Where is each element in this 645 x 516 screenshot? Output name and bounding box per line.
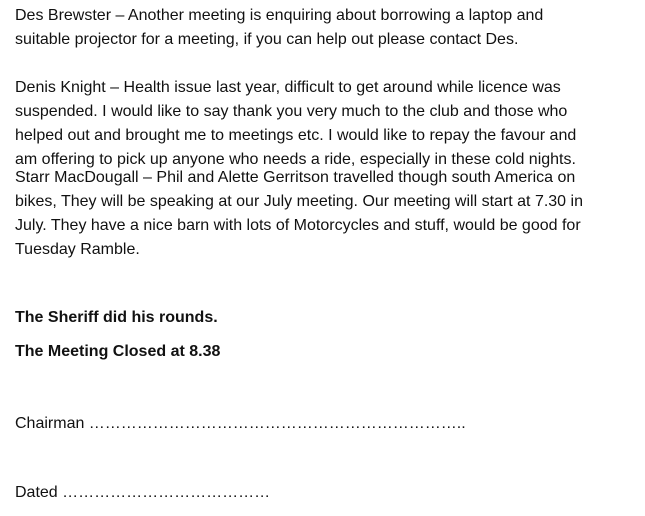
minutes-page bbox=[15, 0, 641, 516]
paragraph-line: July. They have a nice barn with lots of Motorcycles and stuff, would be good for bbox=[15, 217, 581, 234]
paragraph-line: helped out and brought me to meetings etc. I would like to repay the favour and bbox=[15, 127, 577, 144]
paragraph-denis-knight bbox=[15, 76, 576, 172]
paragraph-line: Tuesday Ramble. bbox=[15, 241, 140, 258]
paragraph-line: suspended. I would like to say thank you very much to the club and those who bbox=[15, 103, 568, 120]
sheriff-statement: The Sheriff did his rounds. bbox=[15, 309, 218, 326]
paragraph-des-brewster bbox=[15, 4, 543, 52]
dated-line: Dated ………………………………… bbox=[15, 484, 271, 501]
paragraph-line: am offering to pick up anyone who needs a ride, especially in these cold nights. bbox=[15, 151, 576, 168]
chairman-signature-line: Chairman …………………………………………………………….. bbox=[15, 415, 466, 432]
paragraph-starr-macdougall bbox=[15, 166, 583, 262]
paragraph-line: bikes, They will be speaking at our July meeting. Our meeting will start at 7.30 in bbox=[15, 193, 583, 210]
paragraph-line: Des Brewster – Another meeting is enquiring about borrowing a laptop and bbox=[15, 7, 544, 24]
meeting-closed-statement: The Meeting Closed at 8.38 bbox=[15, 343, 221, 360]
paragraph-line: suitable projector for a meeting, if you can help out please contact Des. bbox=[15, 31, 519, 48]
paragraph-line: Starr MacDougall – Phil and Alette Gerritson travelled though south America on bbox=[15, 169, 576, 186]
paragraph-line: Denis Knight – Health issue last year, difficult to get around while licence was bbox=[15, 79, 561, 96]
